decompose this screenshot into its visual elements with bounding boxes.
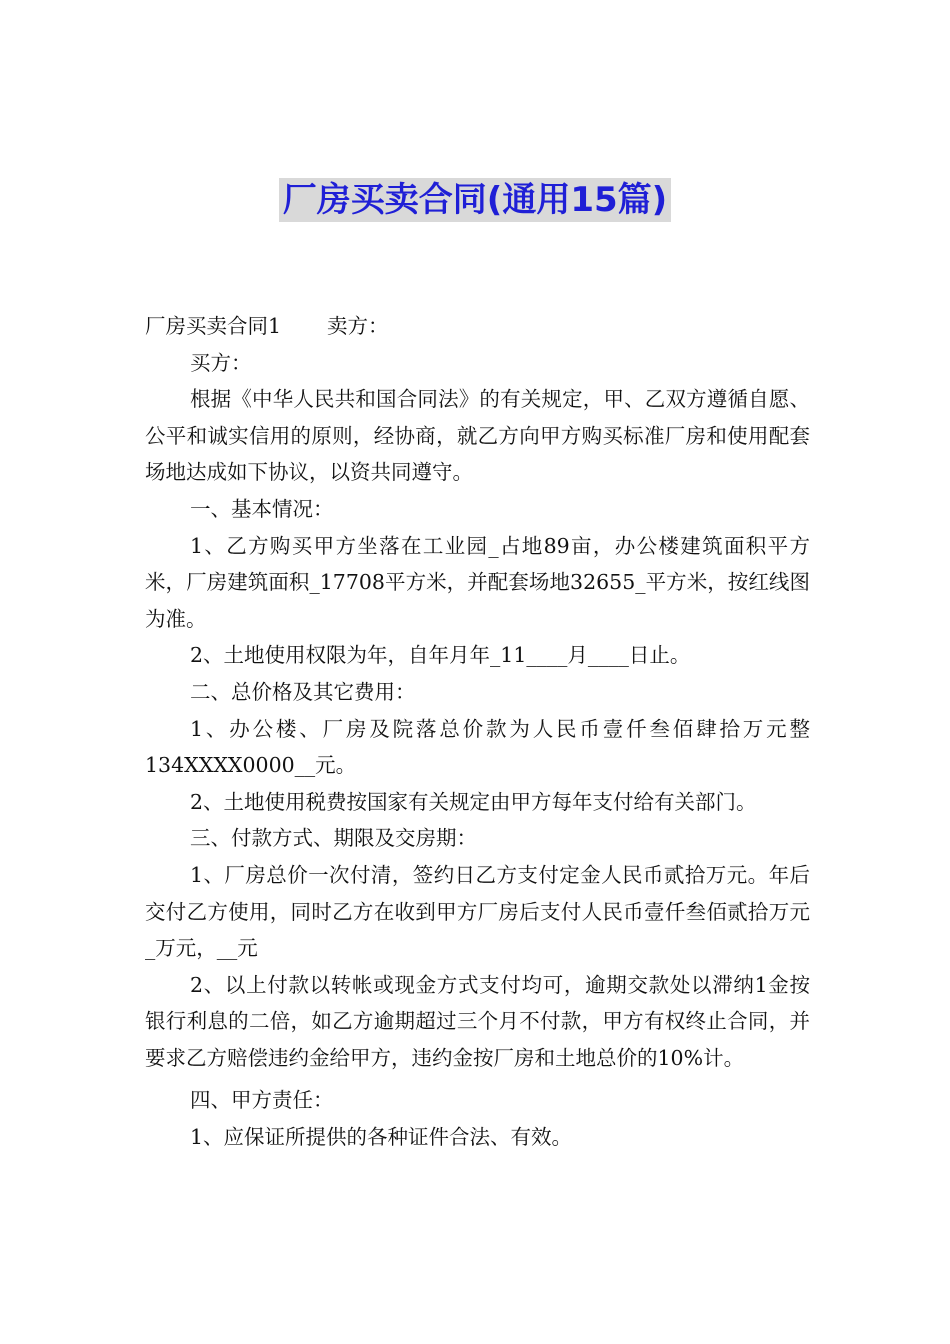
paragraph-price-2: 2、土地使用税费按国家有关规定由甲方每年支付给有关部门。: [190, 789, 757, 814]
seller-label: 卖方：: [327, 314, 389, 338]
heading-line: [145, 308, 810, 345]
document-title: 厂房买卖合同(通用15篇): [279, 178, 671, 222]
paragraph-payment-2: 2、以上付款以转帐或现金方式支付均可，逾期交款处以滞纳1金按银行利息的二倍，如乙方逾期超过三个月不付款，甲方有权终止合同，并要求乙方赔偿违约金给甲方，违约金按厂房和土地总价的10%计。: [145, 972, 810, 1070]
document-body: [145, 308, 810, 1156]
paragraph-buyer: 买方：: [190, 350, 252, 375]
title-container: [0, 178, 950, 222]
paragraph-basic-1: 1、乙方购买甲方坐落在工业园_占地89亩，办公楼建筑面积平方米，厂房建筑面积_17708平方米，并配套场地32655_平方米，按红线图为准。: [145, 533, 810, 631]
paragraph-seller-duty-1: 1、应保证所提供的各种证件合法、有效。: [190, 1125, 573, 1150]
paragraph-price-1: 1、办公楼、厂房及院落总价款为人民币壹仟叁佰肆拾万元整134XXXX0000__元。: [145, 716, 810, 778]
paragraph-preamble: 根据《中华人民共和国合同法》的有关规定，甲、乙双方遵循自愿、公平和诚实信用的原则，经协商，就乙方向甲方购买标准厂房和使用配套场地达成如下协议，以资共同遵守。: [145, 387, 810, 485]
contract-number: 厂房买卖合同1: [145, 314, 282, 338]
section-heading-payment: 三、付款方式、期限及交房期：: [190, 826, 477, 851]
section-heading-seller-duty: 四、甲方责任：: [190, 1088, 334, 1113]
section-heading-price: 二、总价格及其它费用：: [190, 679, 416, 704]
paragraph-basic-2: 2、土地使用权限为年，自年月年_11____月____日止。: [190, 643, 691, 668]
paragraph-payment-1: 1、厂房总价一次付清，签约日乙方支付定金人民币贰拾万元。年后交付乙方使用，同时乙方在收到甲方厂房后支付人民币壹仟叁佰贰拾万元_万元，__元: [145, 862, 810, 961]
section-heading-basic: 一、基本情况：: [190, 496, 334, 521]
